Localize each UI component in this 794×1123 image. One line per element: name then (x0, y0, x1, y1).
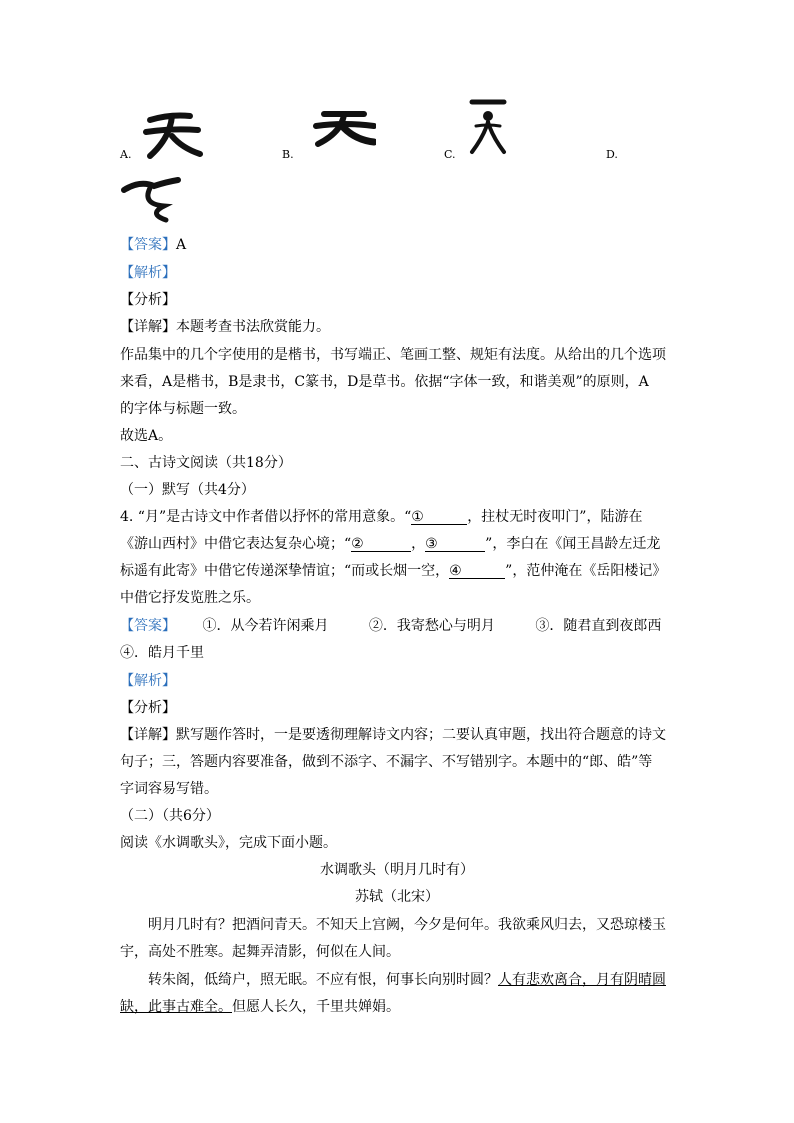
q4-line1 (120, 506, 642, 526)
q4-line4: 中借它抒发览胜之乐。 (120, 590, 260, 606)
q3-detail-line (120, 316, 330, 336)
answer-value: A (176, 237, 187, 253)
q4-line2-mid: ， (411, 536, 426, 552)
option-c-label: C. (444, 148, 456, 161)
q4-analysis-tag: 【解析】 (120, 673, 176, 689)
section2-heading: 二、古诗文阅读（共18分） (120, 455, 292, 471)
option-c-calligraphy-image (466, 96, 510, 160)
poem-author: 苏轼（北宋） (355, 889, 439, 905)
q4-line3 (120, 560, 666, 580)
section2-sub2: （二）（共6分） (120, 808, 220, 824)
blank-4-number: ④ (449, 563, 462, 579)
q4-answer-tag: 【答案】 (120, 618, 176, 634)
blank-2-number: ② (351, 536, 364, 552)
option-d-label: D. (606, 148, 618, 161)
detail-tag: 【详解】 (120, 319, 176, 335)
q4-fenxi-tag: 【分析】 (120, 700, 176, 716)
q4-line1-pre: 4. “月”是古诗文中作者借以抒怀的常用意象。“ (120, 509, 412, 525)
q4-answer-1: ①．从今若许闲乘月 (202, 618, 329, 634)
q4-line1-post: ，拄杖无时夜叩门”，陆游在 (467, 509, 643, 525)
option-a-calligraphy-image (140, 108, 204, 160)
option-b-label: B. (282, 148, 294, 161)
poem-stanza1-line2: 宇，高处不胜寒。起舞弄清影，何似在人间。 (120, 944, 400, 960)
q4-blank-1[interactable] (411, 510, 467, 525)
q4-line3-pre: 标遥有此寄》中借它传递深挚情谊；“而或长烟一空， (120, 563, 450, 579)
reading-intro: 阅读《水调歌头》，完成下面小题。 (120, 835, 337, 851)
q4-answer-line (120, 615, 661, 635)
q4-blank-2[interactable] (351, 537, 411, 552)
option-b-calligraphy-image (312, 106, 376, 148)
q4-line2-pre: 《游山西村》中借它表达复杂心境；“ (120, 536, 352, 552)
q3-answer-line (120, 234, 186, 254)
poem-stanza1-line1: 明月几时有？把酒问青天。不知天上宫阙，今夕是何年。我欲乘风归去，又恐琼楼玉 (148, 917, 666, 933)
poem-title: 水调歌头（明月几时有） (320, 862, 474, 878)
poem-stanza2-line1 (148, 969, 666, 989)
q3-analysis-tag: 【解析】 (120, 265, 176, 281)
q4-blank-3[interactable] (425, 537, 485, 552)
q4-answer-4: ④．皓月千里 (120, 645, 204, 661)
section2-sub1: （一）默写（共4分） (120, 482, 255, 498)
q4-detail-line2: 句子；三，答题内容要准备，做到不添字、不漏字、不写错别字。本题中的“郎、皓”等 (120, 754, 653, 770)
option-a-label: A. (120, 148, 132, 161)
blank-1-number: ① (411, 509, 424, 525)
q4-answer-3: ③．随君直到夜郎西 (535, 618, 662, 634)
q4-line2-post: ”，李白在《闻王昌龄左迁龙 (485, 536, 661, 552)
detail-text: 本题考查书法欣赏能力。 (176, 319, 330, 335)
q4-line2 (120, 533, 660, 553)
blank-3-number: ③ (425, 536, 438, 552)
stanza2-line1-text: 转朱阁，低绮户，照无眠。不应有恨，何事长向别时圆？ (148, 972, 498, 988)
poem-stanza2-line2 (120, 996, 400, 1016)
stanza2-underlined-text: 人有悲欢离合，月有阴晴圆 (498, 972, 666, 988)
q3-conclusion: 故选A。 (120, 428, 173, 444)
q4-detail-text: 默写题作答时，一是要透彻理解诗文内容；二要认真审题，找出符合题意的诗文 (176, 727, 666, 743)
q4-detail-line3: 字词容易写错。 (120, 781, 218, 797)
q4-line3-post: ”，范仲淹在《岳阳楼记》 (505, 563, 667, 579)
q3-fenxi-tag: 【分析】 (120, 292, 176, 308)
q4-detail-line1 (120, 724, 666, 744)
q3-para-line1: 作品集中的几个字使用的是楷书，书写端正、笔画工整、规矩有法度。从给出的几个选项 (120, 347, 666, 363)
answer-tag: 【答案】 (120, 237, 176, 253)
q4-blank-4[interactable] (449, 564, 505, 579)
q4-detail-tag: 【详解】 (120, 727, 176, 743)
q3-para-line3: 的字体与标题一致。 (120, 401, 246, 417)
stanza2-underlined-text-cont: 缺，此事古难全。 (120, 999, 232, 1015)
option-d-calligraphy-image (120, 176, 184, 224)
q4-answer-2: ②．我寄愁心与明月 (368, 618, 495, 634)
q3-para-line2: 来看，A是楷书，B是隶书，C篆书，D是草书。依据“字体一致，和谐美观”的原则，A (120, 374, 649, 390)
stanza2-line2-text: 但愿人长久，千里共婵娟。 (232, 999, 400, 1015)
